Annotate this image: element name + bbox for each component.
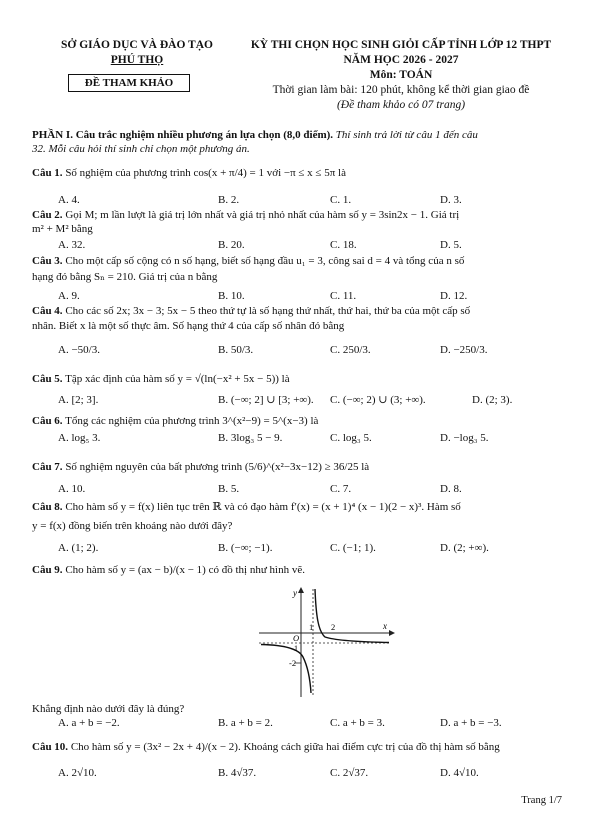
question-2-cont: m² + M² bằng: [32, 223, 93, 235]
y-label: y: [293, 588, 297, 598]
exam-subject: Môn: TOÁN: [369, 69, 433, 81]
option-c[interactable]: C. 11.: [330, 290, 357, 302]
option-a[interactable]: A. 10.: [58, 483, 86, 495]
header-left: [46, 38, 228, 68]
option-c[interactable]: C. 2√37.: [330, 767, 369, 779]
x-tick-1: 1: [309, 622, 314, 632]
left-branch: [261, 645, 311, 694]
exam-time: Thời gian làm bài: 120 phút, không kể thời gian giao đề: [272, 84, 530, 96]
dept-name: SỞ GIÁO DỤC VÀ ĐÀO TẠO: [61, 39, 213, 51]
option-c[interactable]: C. (−1; 1).: [330, 542, 376, 554]
option-d[interactable]: D. 3.: [440, 194, 462, 206]
function-graph: [255, 585, 395, 697]
x-axis-arrow: [389, 630, 395, 636]
question-3: Câu 3. Cho một cấp số cộng có n số hạng, biết số hạng đầu u₁ = 3, công sai d = 4 và tổng của n số: [32, 255, 465, 267]
option-d[interactable]: D. 5.: [440, 239, 462, 251]
option-a[interactable]: A. 2√10.: [58, 767, 97, 779]
option-a[interactable]: A. −50/3.: [58, 344, 100, 356]
right-branch: [315, 589, 389, 643]
option-c[interactable]: C. log₃ 5.: [330, 432, 372, 444]
exam-year: NĂM HỌC 2026 - 2027: [343, 54, 459, 66]
option-d[interactable]: D. (2; +∞).: [440, 542, 489, 554]
option-d[interactable]: D. a + b = −3.: [440, 717, 502, 729]
y-axis-arrow: [298, 587, 304, 593]
question-7: Câu 7. Số nghiệm nguyên của bất phương trình (5/6)^(x²−3x−12) ≥ 36/25 là: [32, 461, 370, 473]
question-8: Câu 8. Cho hàm số y = f(x) liên tục trên ℝ và có đạo hàm f′(x) = (x + 1)⁴ (x − 1)(2 − x)³. Hàm số: [32, 501, 461, 513]
question-10: Câu 10. Cho hàm số y = (3x² − 2x + 4)/(x − 2). Khoảng cách giữa hai điểm cực trị của đồ thị hàm số bằng: [32, 741, 500, 753]
option-a[interactable]: A. 9.: [58, 290, 80, 302]
option-b[interactable]: B. (−∞; 2] ∪ [3; +∞).: [218, 394, 314, 406]
option-b[interactable]: B. 20.: [218, 239, 245, 251]
option-b[interactable]: B. 5.: [218, 483, 240, 495]
pages-note: (Đề tham khảo có 07 trang): [336, 99, 466, 111]
question-4-cont: nhân. Biết x là một số thực âm. Số hạng thứ 4 của cấp số nhân đó bằng: [32, 320, 345, 332]
question-1: Câu 1. Số nghiệm của phương trình cos(x + π/4) = 1 với −π ≤ x ≤ 5π là: [32, 167, 346, 179]
part1-instruction: Thí sinh trả lời từ câu 1 đến câu: [335, 129, 478, 141]
option-a[interactable]: A. a + b = −2.: [58, 717, 120, 729]
option-d[interactable]: D. −250/3.: [440, 344, 488, 356]
option-b[interactable]: B. (−∞; −1).: [218, 542, 273, 554]
part1-instruction-2: 32. Mỗi câu hỏi thí sinh chỉ chọn một phương án.: [32, 143, 250, 155]
question-3-cont: hạng đó bằng Sₙ = 210. Giá trị của n bằng: [32, 271, 218, 283]
option-b[interactable]: B. 3log₃ 5 − 9.: [218, 432, 283, 444]
page-number: Trang 1/7: [521, 795, 562, 806]
option-c[interactable]: C. 1.: [330, 194, 352, 206]
option-b[interactable]: B. 2.: [218, 194, 240, 206]
option-d[interactable]: D. 12.: [440, 290, 468, 302]
option-a[interactable]: A. 32.: [58, 239, 86, 251]
option-b[interactable]: B. 10.: [218, 290, 245, 302]
question-9: Câu 9. Cho hàm số y = (ax − b)/(x − 1) có đồ thị như hình vẽ.: [32, 564, 305, 576]
option-c[interactable]: C. 250/3.: [330, 344, 371, 356]
question-8-cont: y = f(x) đồng biến trên khoảng nào dưới đây?: [32, 520, 233, 532]
option-a[interactable]: A. 4.: [58, 194, 80, 206]
question-4: Câu 4. Cho các số 2x; 3x − 3; 5x − 5 theo thứ tự là số hạng thứ nhất, thứ hai, thứ ba của một cấp số: [32, 305, 471, 317]
header-right: [232, 38, 570, 113]
option-c[interactable]: C. 7.: [330, 483, 352, 495]
option-d[interactable]: D. 8.: [440, 483, 462, 495]
option-a[interactable]: A. [2; 3].: [58, 394, 99, 406]
question-9-prompt: Khẳng định nào dưới đây là đúng?: [32, 703, 185, 715]
option-d[interactable]: D. (2; 3).: [472, 394, 513, 406]
option-d[interactable]: D. −log₃ 5.: [440, 432, 489, 444]
option-b[interactable]: B. 4√37.: [218, 767, 257, 779]
option-d[interactable]: D. 4√10.: [440, 767, 479, 779]
option-b[interactable]: B. 50/3.: [218, 344, 254, 356]
option-a[interactable]: A. log₅ 3.: [58, 432, 101, 444]
option-c[interactable]: C. a + b = 3.: [330, 717, 385, 729]
option-c[interactable]: C. (−∞; 2) ∪ (3; +∞).: [330, 394, 426, 406]
province-name: PHÚ THỌ: [110, 54, 164, 66]
question-5: Câu 5. Tập xác định của hàm số y = √(ln(−x² + 5x − 5)) là: [32, 373, 290, 385]
part1-heading: [32, 128, 478, 142]
exam-title: KỲ THI CHỌN HỌC SINH GIỎI CẤP TỈNH LỚP 12 THPT: [250, 39, 552, 51]
part1-title: PHẦN I. Câu trắc nghiệm nhiều phương án lựa chọn (8,0 điểm).: [32, 129, 334, 141]
y-tick-minus-2-label: -2: [289, 658, 297, 668]
question-6: Câu 6. Tổng các nghiệm của phương trình 3^(x²−9) = 5^(x−3) là: [32, 415, 319, 427]
option-b[interactable]: B. a + b = 2.: [218, 717, 273, 729]
option-c[interactable]: C. 18.: [330, 239, 357, 251]
x-tick-2: 2: [331, 622, 336, 632]
y-tick-minus-1-label: -1: [291, 643, 299, 653]
option-a[interactable]: A. (1; 2).: [58, 542, 99, 554]
x-label: x: [383, 621, 387, 631]
question-2: Câu 2. Gọi M; m lần lượt là giá trị lớn nhất và giá trị nhỏ nhất của hàm số y = 3sin2x − 1. Giá trị: [32, 209, 460, 221]
reference-badge: ĐỀ THAM KHẢO: [68, 74, 190, 92]
origin-label: O: [293, 633, 300, 643]
